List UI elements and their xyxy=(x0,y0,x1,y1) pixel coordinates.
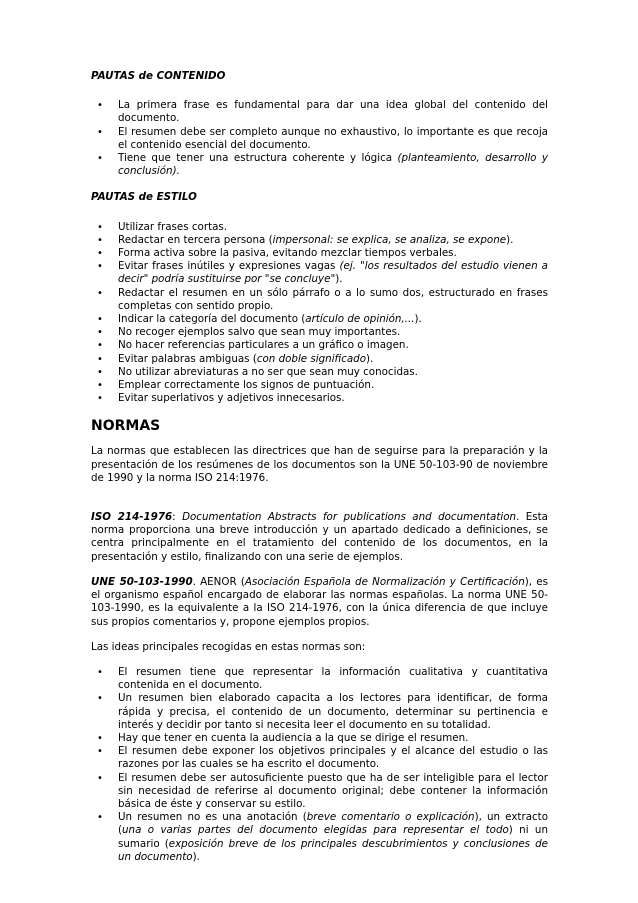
list-item xyxy=(91,811,548,864)
list-item: • No recoger ejemplos salvo que sean muy importantes. xyxy=(91,326,548,339)
norms-intro-paragraph: La normas que establecen las directrices que han de seguirse para la preparación y la presentación de los resúmenes de los documentos son la UNE 50-103-90 de noviembre de 1990 y la norma ISO 214:1976. xyxy=(91,445,548,484)
iso-text: . Esta norma proporciona una breve introducción y un apartado dedicado a definiciones, se centra principalmente en el tratamiento del contenido de los documentos, en la presentación y estilo, finalizando con una serie de ejemplos. xyxy=(91,511,548,563)
une-paragraph xyxy=(91,576,548,629)
list-item xyxy=(91,353,548,366)
list-item-italic: impersonal: se explica, se analiza, se expone xyxy=(272,233,507,246)
list-item-text: ). xyxy=(506,233,514,246)
iso-title: Documentation Abstracts for publications and documentation xyxy=(182,511,517,524)
list-item: • Forma activa sobre la pasiva, evitando mezclar tiempos verbales. xyxy=(91,247,548,260)
iso-paragraph xyxy=(91,511,548,564)
list-item xyxy=(91,313,548,326)
style-rules-list xyxy=(91,221,548,406)
list-item-italic: breve comentario o explicación xyxy=(306,811,475,824)
list-item-text: ). xyxy=(366,352,374,365)
list-item-italic: con doble significado xyxy=(256,352,367,365)
list-item-text: ). xyxy=(414,313,422,326)
list-item xyxy=(91,260,548,286)
list-item-text: Indicar la categoría del documento ( xyxy=(118,313,306,326)
document-page xyxy=(91,70,548,864)
list-item-text: Evitar frases inútiles y expresiones vagas xyxy=(118,260,336,273)
list-item: • El resumen debe ser completo aunque no exhaustivo, lo importante es que recoja el contenido esencial del documento. xyxy=(91,126,548,152)
list-item: • Utilizar frases cortas. xyxy=(91,221,548,234)
content-rules-heading: PAUTAS de CONTENIDO xyxy=(91,70,226,82)
list-item-text: ), un extracto ( xyxy=(118,811,548,837)
list-item-italic: artículo de opinión,... xyxy=(305,313,415,326)
list-item: • El resumen debe exponer los objetivos principales y el alcance del estudio o las razones por las cuales se ha escrito el documento. xyxy=(91,745,548,771)
norms-title: NORMAS xyxy=(91,418,161,435)
list-item xyxy=(91,234,548,247)
ideas-intro: Las ideas principales recogidas en estas normas son: xyxy=(91,640,366,653)
une-text: ), es el organismo español encargado de elaborar las normas españolas. La norma UNE 50-103-1990, es la equivalente a la ISO 214-1976, con la única diferencia de que incluye sus propios comentarios y, propone ejemplos propios. xyxy=(91,575,548,628)
une-org-full: Asociación Española de Normalización y Certificación xyxy=(244,575,525,588)
list-item: • Redactar el resumen en un sólo párrafo o a lo sumo dos, estructurado en frases completas con sentido propio. xyxy=(91,287,548,313)
list-item-italic: (ej. "los resultados del estudio vienen a decir" podría sustituirse por "se concluye" xyxy=(118,260,548,286)
list-item: • Hay que tener en cuenta la audiencia a la que se dirige el resumen. xyxy=(91,732,548,745)
list-item-text: Un resumen no es una anotación ( xyxy=(118,811,307,824)
list-item-text: Redactar en tercera persona ( xyxy=(118,233,273,246)
style-rules-heading: PAUTAS de ESTILO xyxy=(91,191,197,204)
iso-code: ISO 214-1976 xyxy=(91,511,173,524)
list-item: • No utilizar abreviaturas a no ser que sean muy conocidas. xyxy=(91,366,548,379)
list-item: • La primera frase es fundamental para dar una idea global del contenido del documento. xyxy=(91,99,548,125)
iso-separator: : xyxy=(172,511,183,524)
list-item-text: ) ni un sumario ( xyxy=(118,824,548,850)
list-item-text: ). xyxy=(335,273,343,286)
content-rules-list xyxy=(91,99,548,178)
list-item: • Evitar superlativos y adjetivos innecesarios. xyxy=(91,392,548,405)
list-item: • El resumen debe ser autosuficiente puesto que ha de ser inteligible para el lector sin necesidad de referirse al documento original; debe contener la información básica de éste y conservar su estilo. xyxy=(91,772,548,812)
list-item xyxy=(91,152,548,178)
list-item: • No hacer referencias particulares a un gráfico o imagen. xyxy=(91,339,548,352)
list-item: • El resumen tiene que representar la información cualitativa y cuantitativa contenida en el documento. xyxy=(91,666,548,692)
list-item-italic: exposición breve de los principales descubrimientos y conclusiones de un documento xyxy=(118,837,549,863)
list-item: • Un resumen bien elaborado capacita a los lectores para identificar, de forma rápida y precisa, el contenido de un documento, determinar su pertinencia e interés y decidir por tanto si necesita leer el documento en su totalidad. xyxy=(91,692,548,732)
list-item-text: Tiene que tener una estructura coherente y lógica xyxy=(118,152,393,165)
une-code: UNE 50-103-1990 xyxy=(91,575,193,588)
list-item-text: ). xyxy=(192,850,200,863)
list-item-italic: una o varias partes del documento elegidas para representar el todo xyxy=(122,824,509,837)
une-org: . AENOR ( xyxy=(192,575,245,588)
ideas-list xyxy=(91,666,548,864)
list-item-text: Evitar palabras ambiguas ( xyxy=(118,352,257,365)
list-item-italic: (planteamiento, desarrollo y conclusión). xyxy=(118,152,548,178)
list-item: • Emplear correctamente los signos de puntuación. xyxy=(91,379,548,392)
